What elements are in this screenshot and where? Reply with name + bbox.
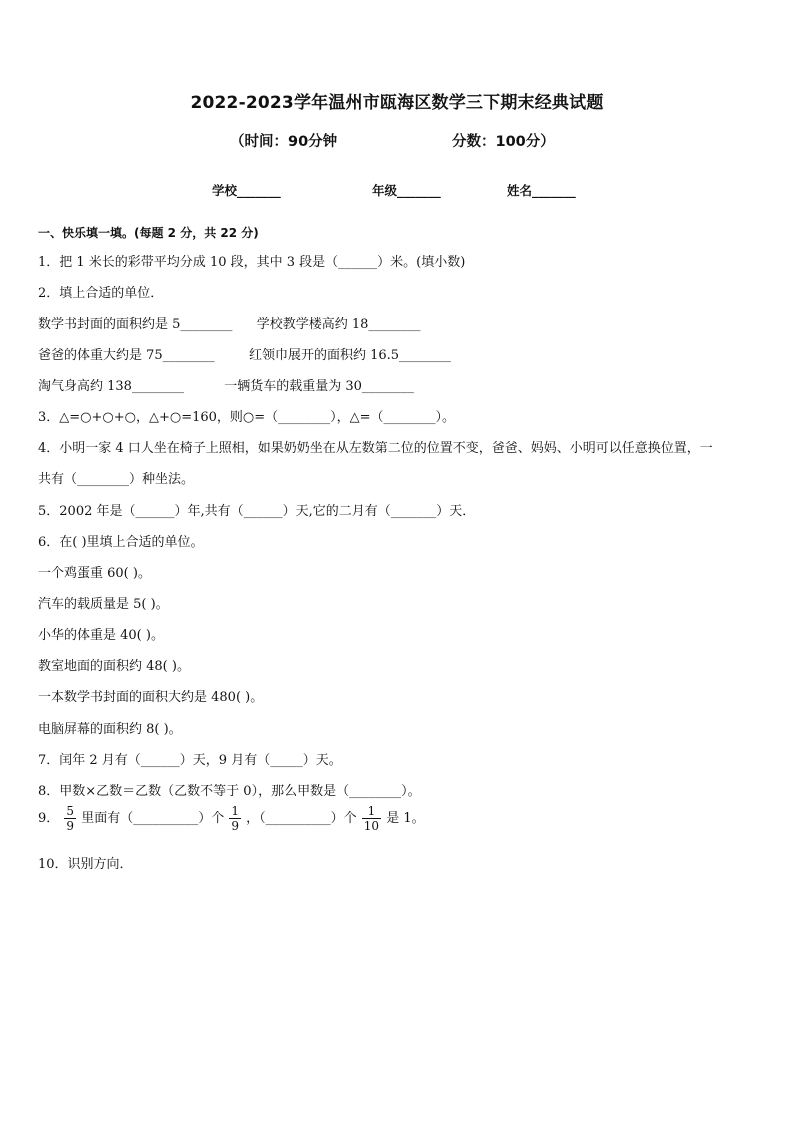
fraction-1-9 bbox=[229, 804, 241, 833]
question-6e: 一本数学书封面的面积大约是 480( )。 bbox=[38, 690, 264, 705]
fraction-1-10 bbox=[362, 804, 381, 833]
fraction-numerator: 1 bbox=[362, 804, 381, 819]
question-2f: 一辆货车的载重量为 30________ bbox=[224, 379, 414, 394]
question-6f: 电脑屏幕的面积约 8( )。 bbox=[38, 722, 182, 737]
question-2e: 淘气身高约 138________ bbox=[38, 379, 184, 394]
question-2-row-3 bbox=[38, 375, 414, 394]
question-6c: 小华的体重是 40( )。 bbox=[38, 628, 164, 643]
exam-score: 分数：100分） bbox=[452, 134, 555, 150]
question-6d: 教室地面的面积约 48( )。 bbox=[38, 659, 190, 674]
question-2c: 爸爸的体重大约是 75________ bbox=[38, 348, 215, 363]
question-2-row-1 bbox=[38, 313, 420, 332]
question-9-mid-2: ，（__________）个 bbox=[246, 811, 357, 826]
question-2b: 学校教学楼高约 18________ bbox=[256, 317, 421, 332]
school-field: 学校_______ bbox=[212, 183, 281, 198]
question-2-row-2 bbox=[38, 344, 451, 363]
question-10: 10．识别方向． bbox=[38, 857, 133, 872]
fraction-numerator: 5 bbox=[66, 804, 75, 818]
question-9-mid-1: 里面有（__________）个 bbox=[81, 811, 225, 826]
fraction-denominator: 9 bbox=[231, 819, 239, 833]
question-9-prefix: 9． bbox=[38, 811, 60, 826]
question-4-line-2: 共有（________）种坐法。 bbox=[38, 472, 195, 487]
question-3: 3．△=○+○+○，△+○=160，则○=（________），△=（________）。 bbox=[38, 410, 456, 425]
fraction-denominator: 10 bbox=[363, 819, 380, 833]
fraction-denominator: 9 bbox=[66, 819, 75, 833]
fraction-5-9 bbox=[64, 804, 76, 833]
question-8: 8．甲数×乙数＝乙数（乙数不等于 0），那么甲数是（________）。 bbox=[38, 784, 421, 799]
fraction-numerator: 1 bbox=[231, 804, 239, 818]
exam-title: 2022-2023学年温州市瓯海区数学三下期末经典试题 bbox=[190, 93, 604, 113]
question-9 bbox=[38, 804, 425, 833]
exam-time: （时间：90分钟 bbox=[230, 134, 338, 150]
question-6a: 一个鸡蛋重 60( )。 bbox=[38, 566, 151, 581]
question-1: 1．把 1 米长的彩带平均分成 10 段，其中 3 段是（______）米。(填小数) bbox=[38, 255, 466, 270]
question-2: 2．填上合适的单位． bbox=[38, 286, 164, 301]
question-5: 5．2002 年是（______）年,共有（______）天,它的二月有（_______）天． bbox=[38, 504, 476, 519]
question-2d: 红领巾展开的面积约 16.5________ bbox=[248, 348, 452, 363]
question-9-suffix: 是 1。 bbox=[386, 811, 425, 826]
grade-field: 年级_______ bbox=[372, 183, 441, 198]
name-field: 姓名_______ bbox=[507, 183, 576, 198]
question-4-line-1: 4．小明一家 4 口人坐在椅子上照相，如果奶奶坐在从左数第二位的位置不变，爸爸、妈妈、小明可以任意换位置，一 bbox=[38, 441, 713, 456]
question-7: 7．闰年 2 月有（______）天，9 月有（_____）天。 bbox=[38, 753, 342, 768]
question-6b: 汽车的载质量是 5( )。 bbox=[38, 597, 169, 612]
question-6: 6．在( )里填上合适的单位。 bbox=[38, 535, 204, 550]
question-2a: 数学书封面的面积约是 5________ bbox=[38, 317, 233, 332]
section-heading: 一、快乐填一填。(每题 2 分，共 22 分) bbox=[38, 226, 259, 240]
